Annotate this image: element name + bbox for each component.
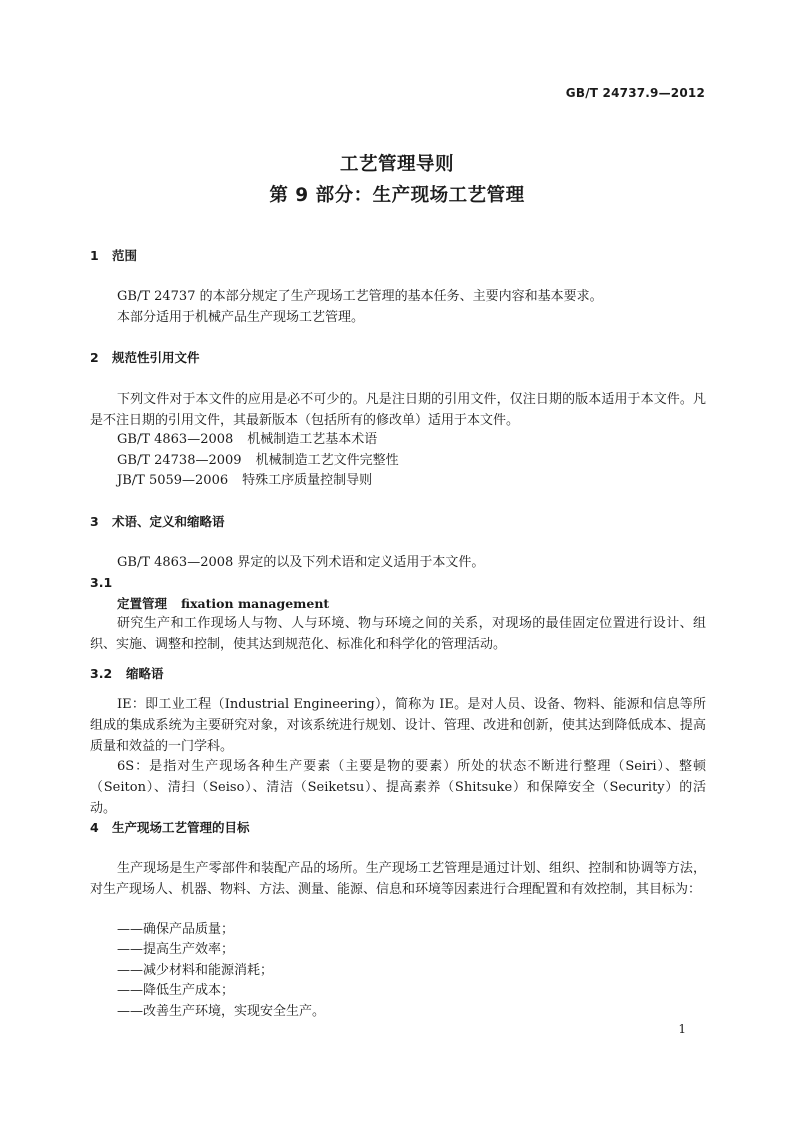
list-item: ——提高生产效率；: [117, 942, 235, 957]
section-3-2-heading: [90, 664, 164, 684]
list-item: ——改善生产环境，实现安全生产。: [117, 1004, 326, 1019]
abbreviation-6s: 6S：是指对生产现场各种生产要素（主要是物的要素）所处的状态不断进行整理（Seiri）、整顿（Seiton）、清扫（Seiso）、清洁（Seiketsu）、提高素养（Shitsuke）和保障安全（Security）的活动。: [90, 759, 706, 816]
section-1-paragraph-1: GB/T 24737 的本部分规定了生产现场工艺管理的基本任务、主要内容和基本要求。: [117, 289, 603, 304]
section-title: 术语、定义和缩略语: [112, 514, 225, 529]
section-4-heading: [90, 818, 250, 838]
list-item: ——减少材料和能源消耗；: [117, 963, 274, 978]
term-chinese: 定置管理: [117, 596, 168, 611]
section-3-heading: [90, 512, 225, 532]
term-definition: 研究生产和工作现场人与物、人与环境、物与环境之间的关系，对现场的最佳固定位置进行设计、组织、实施、调整和控制，使其达到规范化、标准化和科学化的管理活动。: [90, 616, 706, 652]
reference-item: [117, 451, 399, 471]
document-subtitle: 第 9 部分：生产现场工艺管理: [269, 185, 525, 206]
reference-item: [117, 430, 377, 450]
section-number: 1: [90, 248, 99, 263]
list-item: ——降低生产成本；: [117, 983, 235, 998]
list-item: ——确保产品质量；: [117, 922, 235, 937]
reference-code: JB/T 5059—2006: [117, 473, 229, 488]
section-4-paragraph-1: 生产现场是生产零部件和装配产品的场所。生产现场工艺管理是通过计划、组织、控制和协调等方法，对生产现场人、机器、物料、方法、测量、能源、信息和环境等因素进行合理配置和有效控制，其目标为：: [90, 861, 706, 897]
section-title: 范围: [112, 248, 138, 263]
term-english: fixation management: [181, 596, 330, 611]
section-title: 规范性引用文件: [112, 350, 200, 365]
abbreviation-ie: IE：即工业工程（Industrial Engineering），简称为 IE。是对人员、设备、物料、能源和信息等所组成的集成系统为主要研究对象，对该系统进行规划、设计、管理、改进和创新，使其达到降低成本、提高质量和效益的一门学科。: [90, 697, 706, 754]
reference-title: 机械制造工艺基本术语: [247, 432, 378, 447]
document-title: 工艺管理导则: [339, 154, 454, 175]
page-number: 1: [678, 1022, 686, 1036]
reference-code: GB/T 24738—2009: [117, 453, 242, 468]
reference-code: GB/T 4863—2008: [117, 432, 234, 447]
section-3-paragraph-1: GB/T 4863—2008 界定的以及下列术语和定义适用于本文件。: [117, 555, 485, 570]
section-1-heading: [90, 246, 137, 266]
section-2-paragraph-1: 下列文件对于本文件的应用是必不可少的。凡是注日期的引用文件，仅注日期的版本适用于本文件。凡是不注日期的引用文件，其最新版本（包括所有的修改单）适用于本文件。: [90, 392, 706, 428]
section-3-1-number: 3.1: [90, 575, 113, 590]
reference-title: 机械制造工艺文件完整性: [255, 453, 399, 468]
section-2-heading: [90, 348, 200, 368]
section-number: 4: [90, 820, 99, 835]
standard-code: GB/T 24737.9—2012: [565, 86, 705, 100]
section-number: 2: [90, 350, 99, 365]
term-entry: [117, 594, 329, 614]
reference-title: 特殊工序质量控制导则: [242, 473, 373, 488]
section-number: 3.2: [90, 666, 113, 681]
section-title: 生产现场工艺管理的目标: [112, 820, 250, 835]
section-1-paragraph-2: 本部分适用于机械产品生产现场工艺管理。: [117, 310, 365, 325]
section-title: 缩略语: [126, 666, 164, 681]
section-number: 3: [90, 514, 99, 529]
reference-item: [117, 471, 372, 491]
